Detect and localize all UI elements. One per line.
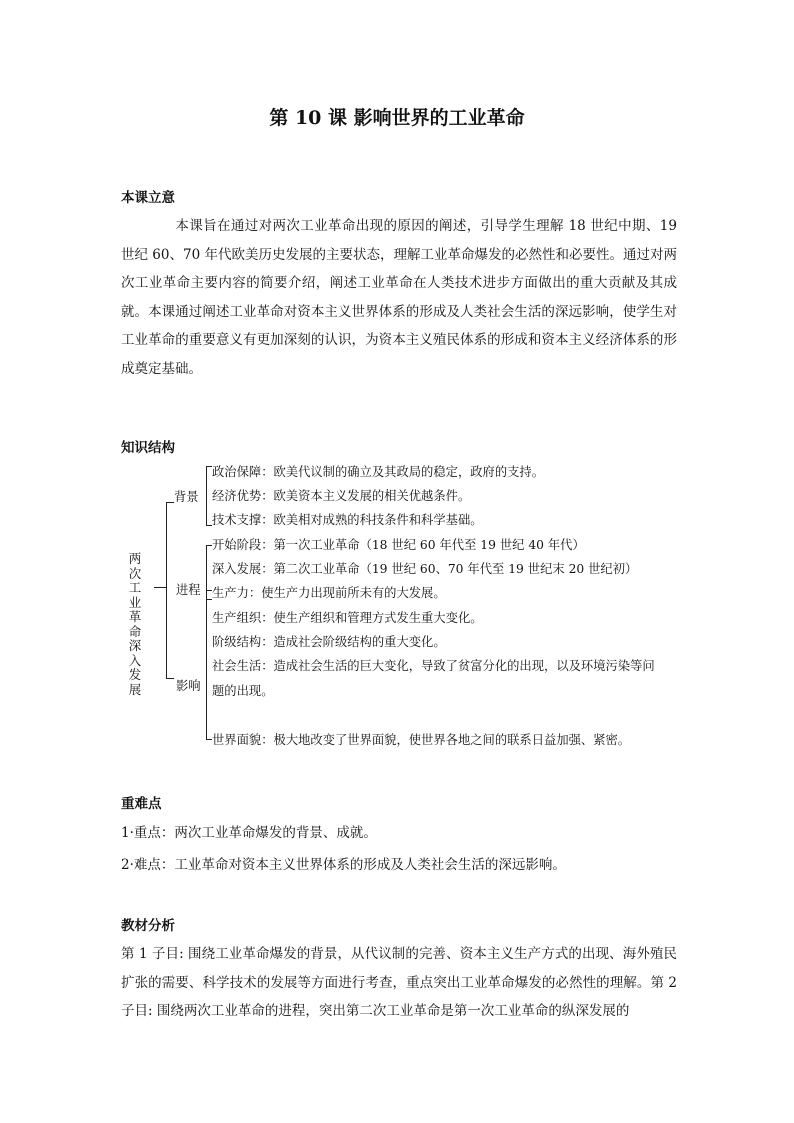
section-heading-key-points: 重难点 xyxy=(121,796,162,812)
structure-root-label: 两次工业革命深入发展 xyxy=(128,551,142,697)
section-heading-structure: 知识结构 xyxy=(121,440,175,456)
section-heading-analysis: 教材分析 xyxy=(121,918,175,934)
item-technology: 技术支撑：欧美相对成熟的科技条件和科学基础。 xyxy=(212,513,483,527)
item-economy: 经济优势：欧美资本主义发展的相关优越条件。 xyxy=(212,489,471,503)
background-brace-line xyxy=(206,466,207,526)
item-class: 阶级结构：造成社会阶级结构的重大变化。 xyxy=(212,635,446,649)
key-point-2: 2·难点：工业革命对资本主义世界体系的形成及人类社会生活的深远影响。 xyxy=(121,857,566,873)
item-organization: 生产组织：使生产组织和管理方式发生重大变化。 xyxy=(212,611,483,625)
root-brace-line xyxy=(166,502,167,679)
branch-background: 背景 xyxy=(174,490,199,504)
key-point-1: 1·重点：两次工业革命爆发的背景、成就。 xyxy=(121,825,377,841)
item-social-line1: 社会生活：造成社会生活的巨大变化，导致了贫富分化的出现，以及环境污染等问 xyxy=(212,659,655,673)
root-brace-bottom xyxy=(166,678,174,679)
item-politics: 政治保障：欧美代议制的确立及其政局的稳定，政府的支持。 xyxy=(212,465,545,479)
item-start: 开始阶段：第一次工业革命（18 世纪 60 年代至 19 世纪 40 年代） xyxy=(212,538,585,552)
root-brace-tick xyxy=(154,587,166,588)
analysis-paragraph: 第 1 子目: 围绕工业革命爆发的背景，从代议制的完善、资本主义生产方式的出现、海外殖民扩张的需要、科学技术的发展等方面进行考查，重点突出工业革命爆发的必然性的理解。第 2 子目: 围绕两次工业革命的进程，突出第二次工业革命是第一次工业革命的纵深发展的 xyxy=(121,946,677,1019)
purpose-paragraph xyxy=(121,212,677,383)
item-social-line2: 题的出现。 xyxy=(212,684,274,698)
branch-impact: 影响 xyxy=(176,679,201,693)
root-brace-top xyxy=(166,502,174,503)
section-heading-purpose: 本课立意 xyxy=(121,190,175,206)
impact-brace-line xyxy=(206,590,207,740)
item-productivity: 生产力：使生产力出现前所未有的大发展。 xyxy=(212,586,446,600)
item-world: 世界面貌：极大地改变了世界面貌，使世界各地之间的联系日益加强、紧密。 xyxy=(212,733,631,747)
branch-process: 进程 xyxy=(176,583,201,597)
purpose-text: 本课旨在通过对两次工业革命出现的原因的阐述，引导学生理解 18 世纪中期、19 世纪 60、70 年代欧美历史发展的主要状态，理解工业革命爆发的必然性和必要性。通过对两次工业革命主要内容的简要介绍，阐述工业革命在人类技术进步方面做出的重大贡献及其成就。本课通过阐述工业革命对资本主义世界体系的形成及人类社会生活的深远影响，使学生对工业革命的重要意义有更加深刻的认识，为资本主义殖民体系的形成和资本主义经济体系的形成奠定基础。 xyxy=(121,218,677,377)
page-title: 第 10 课 影响世界的工业革命 xyxy=(269,107,525,129)
item-deepen: 深入发展：第二次工业革命（19 世纪 60、70 年代至 19 世纪末 20 世纪初） xyxy=(212,562,638,576)
